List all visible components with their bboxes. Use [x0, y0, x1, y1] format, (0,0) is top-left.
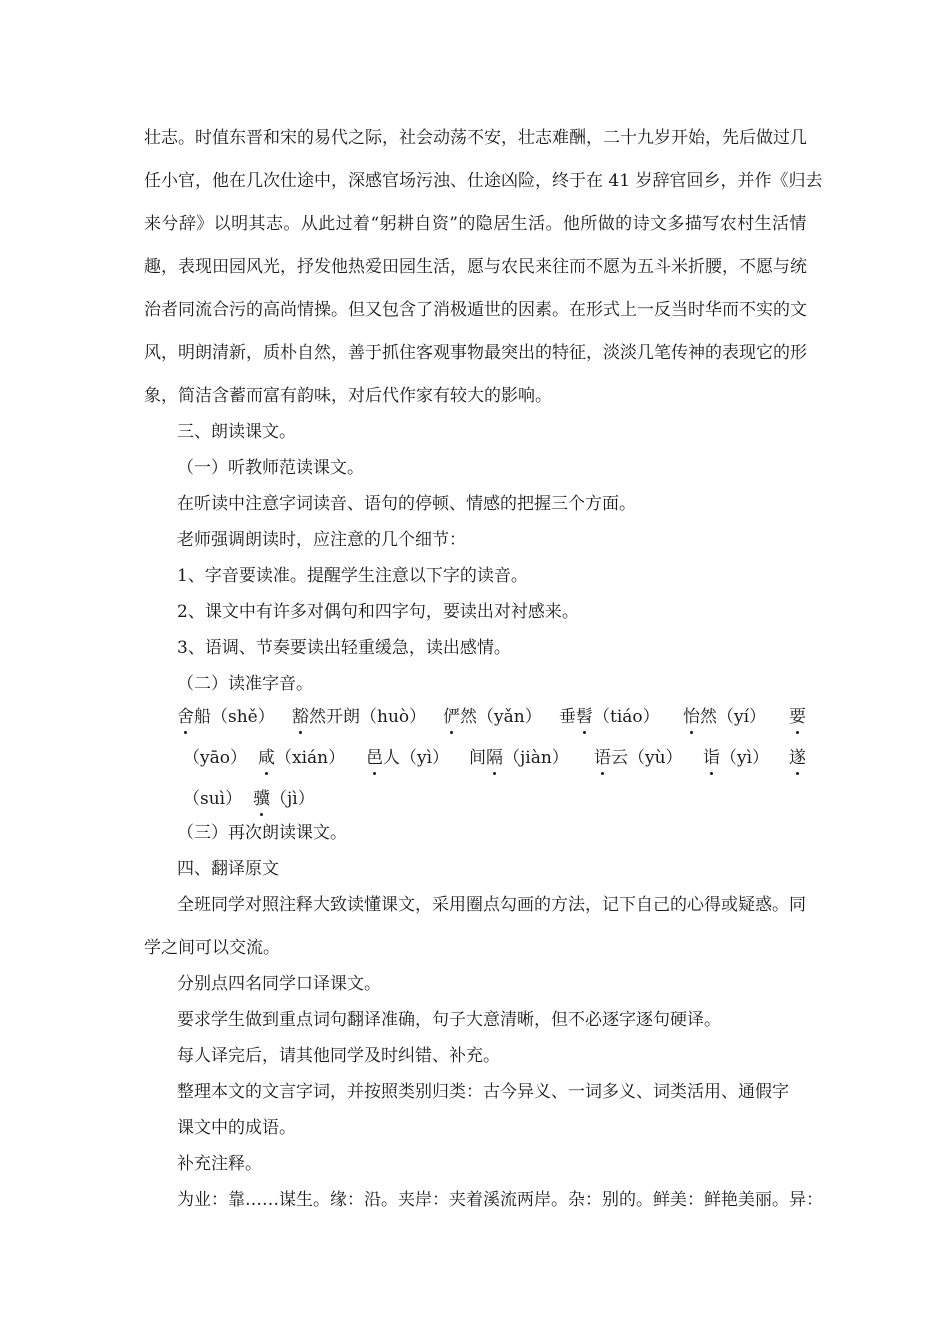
section-heading-4: 四、翻译原文: [177, 859, 279, 879]
pronunciation-item: 咸（xián）: [258, 748, 346, 768]
paragraph-line: 治者同流合污的高尚情操。但又包含了消极遁世的因素。在形式上一反当时华而不实的文: [144, 300, 807, 320]
body-line: 整理本文的文言字词，并按照类别归类：古今异义、一词多义、词类活用、通假字: [177, 1082, 789, 1102]
pronunciation-item: 骥（jì）: [253, 789, 315, 809]
subsection-heading: （二）读准字音。: [177, 674, 313, 694]
body-line: 补充注释。: [177, 1154, 262, 1174]
subsection-heading: （一）听教师范读课文。: [177, 458, 364, 478]
pronunciation-item: 遂: [789, 748, 806, 768]
pronunciation-item: 要: [789, 707, 806, 727]
body-line: 每人译完后，请其他同学及时纠错、补充。: [177, 1046, 500, 1066]
body-line: 要求学生做到重点词句翻译准确，句子大意清晰，但不必逐字逐句硬译。: [177, 1010, 721, 1030]
pronunciation-item: 间隔（jiàn）: [469, 748, 569, 768]
paragraph-line: 风，明朗清新，质朴自然，善于抓住客观事物最突出的特征，淡淡几笔传神的表现它的形: [144, 343, 807, 363]
pronunciation-item: （suì）: [183, 789, 243, 809]
pronunciation-row: [0, 747, 950, 771]
pronunciation-item: 豁然开朗（huò）: [292, 707, 427, 727]
body-line: 全班同学对照注释大致读懂课文，采用圈点勾画的方法，记下自己的心得或疑惑。同: [177, 895, 806, 915]
pronunciation-item: 垂髫（tiáo）: [559, 707, 660, 727]
body-line: 2、课文中有许多对偶句和四字句，要读出对衬感来。: [177, 602, 579, 622]
section-heading-3: 三、朗读课文。: [177, 422, 296, 442]
pronunciation-row: [0, 706, 950, 730]
subsection-heading: （三）再次朗读课文。: [177, 823, 347, 843]
paragraph-line: 象，简洁含蓄而富有韵味，对后代作家有较大的影响。: [144, 386, 552, 406]
pronunciation-item: 邑人（yì）: [366, 748, 450, 768]
body-line: 分别点四名同学口译课文。: [177, 974, 381, 994]
body-line: 老师强调朗读时，应注意的几个细节：: [177, 530, 466, 550]
pronunciation-item: 语云（yù）: [594, 748, 683, 768]
body-line: 学之间可以交流。: [144, 938, 280, 958]
pronunciation-item: 俨然（yǎn）: [443, 707, 542, 727]
pronunciation-item: 怡然（yí）: [683, 707, 767, 727]
pronunciation-item: 舍船（shě）: [177, 707, 275, 727]
body-line: 为业：靠……谋生。缘：沿。夹岸：夹着溪流两岸。杂：别的。鲜美：鲜艳美丽。异：: [177, 1190, 823, 1210]
body-line: 课文中的成语。: [177, 1118, 296, 1138]
pronunciation-row: [0, 788, 950, 812]
paragraph-line: 趣，表现田园风光，抒发他热爱田园生活，愿与农民来往而不愿为五斗米折腰，不愿与统: [144, 257, 807, 277]
pronunciation-item: （yāo）: [183, 748, 247, 768]
body-line: 在听读中注意字词读音、语句的停顿、情感的把握三个方面。: [177, 494, 636, 514]
paragraph-line: 来兮辞》以明其志。从此过着“躬耕自资”的隐居生活。他所做的诗文多描写农村生活情: [144, 214, 807, 234]
body-line: 1、字音要读准。提醒学生注意以下字的读音。: [177, 566, 528, 586]
paragraph-line: 壮志。时值东晋和宋的易代之际，社会动荡不安，壮志难酬，二十九岁开始，先后做过几: [144, 128, 807, 148]
pronunciation-item: 诣（yì）: [703, 748, 770, 768]
paragraph-line: 任小官，他在几次仕途中，深感官场污浊、仕途凶险，终于在 41 岁辞官回乡，并作《归去: [144, 171, 823, 191]
body-line: 3、语调、节奏要读出轻重缓急，读出感情。: [177, 638, 511, 658]
